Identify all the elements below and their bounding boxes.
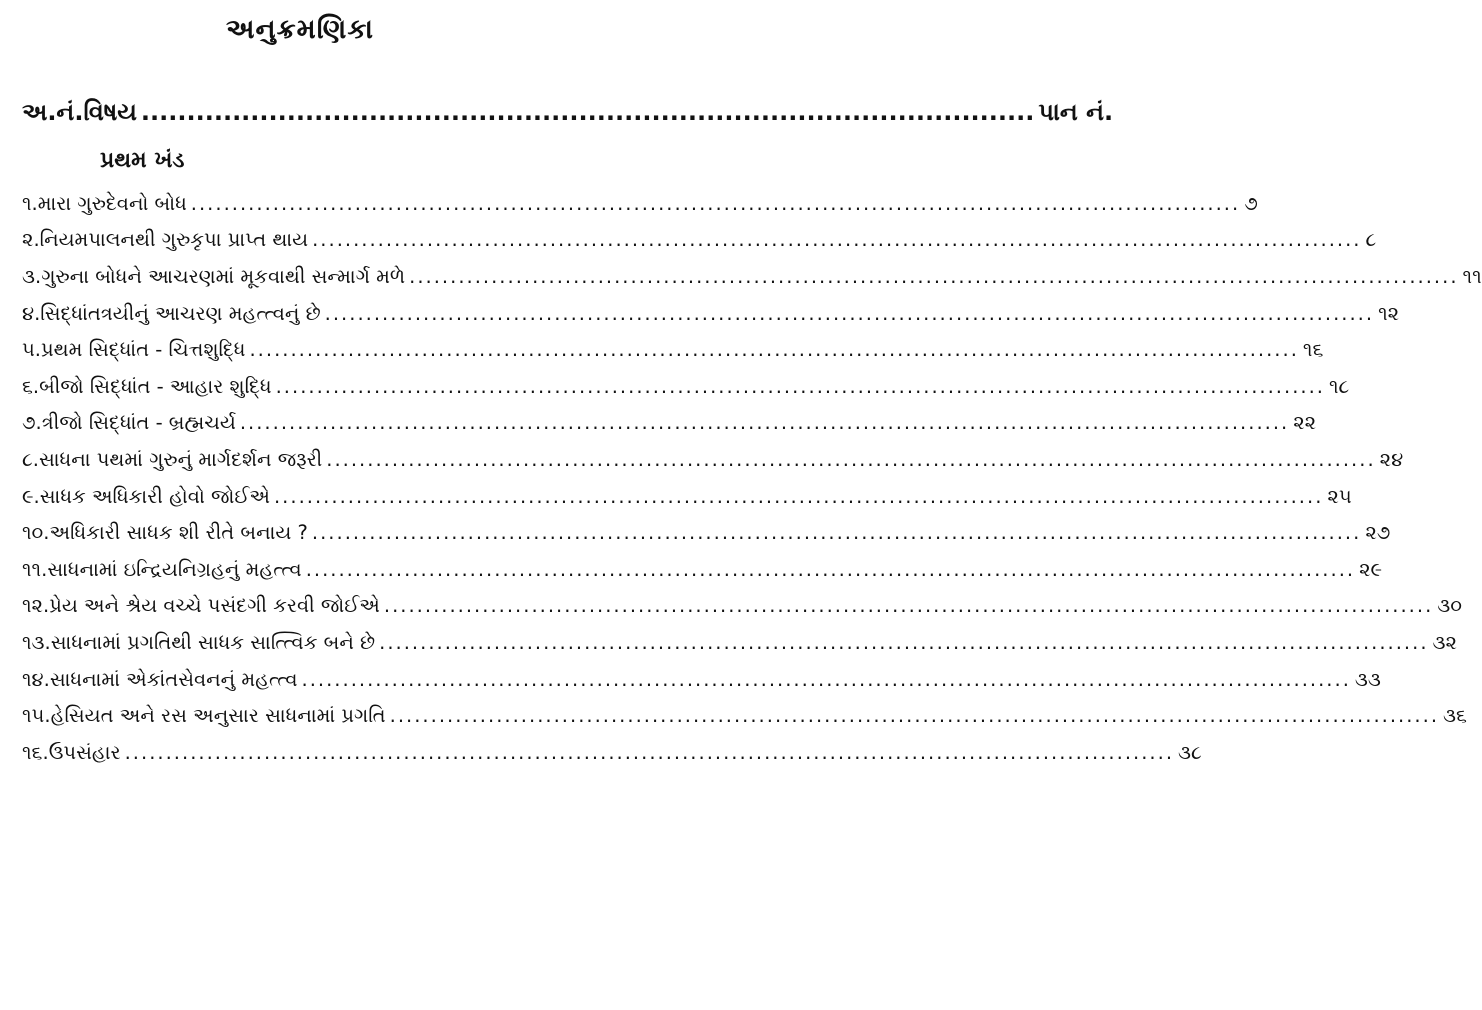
leader-dots: .................................................................................................. <box>140 98 1035 126</box>
number-column-label: અ.નં. <box>22 98 84 126</box>
toc-entry <box>22 734 1202 771</box>
entry-number: ૮. <box>22 447 39 471</box>
entry-page-number: ૩૨ <box>1432 630 1457 654</box>
entry-number: ૭. <box>22 411 42 435</box>
toc-entry <box>22 258 1482 295</box>
entry-number: ૧૨. <box>22 594 50 618</box>
leader-dots: ................................................................................................................................ <box>301 667 1351 691</box>
toc-entry <box>22 661 1381 698</box>
entry-number: ૩. <box>22 264 42 288</box>
leader-dots: ................................................................................................................................ <box>311 521 1362 545</box>
entry-number: ૧૫. <box>22 704 51 728</box>
toc-entry <box>22 185 1258 222</box>
entry-title: સાધના પથમાં ગુરુનું માર્ગદર્શન જરૂરી <box>38 447 323 471</box>
topic-column-label: વિષય <box>83 98 137 126</box>
entry-page-number: ૨૫ <box>1327 484 1352 508</box>
entry-page-number: ૧૮ <box>1329 374 1350 398</box>
entry-page-number: ૮ <box>1365 228 1377 252</box>
entry-page-number: ૨૨ <box>1293 411 1317 435</box>
leader-dots: ................................................................................................................................ <box>409 264 1459 288</box>
entry-title: સાધનામાં ઇન્દ્રિયનિગ્રહનું મહત્ત્વ <box>47 557 302 581</box>
entry-page-number: ૩૬ <box>1443 704 1467 728</box>
toc-entry <box>22 514 1391 551</box>
toc-entry-list <box>22 185 1482 771</box>
leader-dots: ................................................................................................................................ <box>312 228 1362 252</box>
entry-title: પ્રથમ સિદ્ધાંત - ચિત્તશુદ્ધિ <box>41 338 246 362</box>
toc-entry <box>22 331 1324 368</box>
entry-title: અધિકારી સાધક શી રીતે બનાય ? <box>49 521 308 545</box>
entry-number: ૧૬. <box>22 740 49 764</box>
entry-title: બીજો સિદ્ધાંત - આહાર શુદ્ધિ <box>39 374 272 398</box>
leader-dots: ................................................................................................................................ <box>379 630 1429 654</box>
entry-number: ૫. <box>22 338 42 362</box>
entry-title: સાધનામાં એકાંતસેવનનું મહત્ત્વ <box>49 667 298 691</box>
entry-title: સાધક અધિકારી હોવો જોઈએ <box>39 484 270 508</box>
leader-dots: ................................................................................................................................ <box>275 374 1325 398</box>
entry-page-number: ૭ <box>1244 191 1258 215</box>
toc-entry <box>22 551 1383 588</box>
entry-title: ત્રીજો સિદ્ધાંત - બ્રહ્મચર્ય <box>41 411 236 435</box>
entry-page-number: ૨૯ <box>1359 557 1383 581</box>
entry-title: ગુરુના બોધને આચરણમાં મૂકવાથી સન્માર્ગ મળે <box>41 264 406 288</box>
leader-dots: ................................................................................................................................ <box>383 594 1434 618</box>
toc-entry <box>22 697 1467 734</box>
entry-page-number: ૧૧ <box>1462 264 1482 288</box>
toc-entry <box>22 368 1350 405</box>
page-title: અનુક્રમણિકા <box>225 14 375 45</box>
leader-dots: ................................................................................................................................ <box>239 411 1290 435</box>
entry-number: ૧૩. <box>22 630 51 654</box>
entry-title: નિયમપાલનથી ગુરુકૃપા પ્રાપ્ત થાય <box>39 228 309 252</box>
entry-page-number: ૩૮ <box>1178 740 1202 764</box>
entry-page-number: ૧૬ <box>1302 338 1324 362</box>
entry-page-number: ૩૩ <box>1354 667 1381 691</box>
leader-dots: ................................................................................................................................ <box>190 191 1241 215</box>
entry-page-number: ૨૭ <box>1365 521 1391 545</box>
entry-number: ૧૦. <box>22 521 50 545</box>
toc-entry <box>22 478 1352 515</box>
entry-title: મારા ગુરુદેવનો બોધ <box>37 191 187 215</box>
leader-dots: ................................................................................................................................ <box>324 301 1375 325</box>
leader-dots: ................................................................................................................................ <box>326 447 1376 471</box>
entry-number: ૪. <box>22 301 41 325</box>
toc-entry <box>22 405 1317 442</box>
leader-dots: ................................................................................................................................ <box>273 484 1324 508</box>
toc-entry <box>22 624 1457 661</box>
entry-title: ઉપસંહાર <box>48 740 121 764</box>
entry-page-number: ૨૪ <box>1379 447 1404 471</box>
entry-number: ૬. <box>22 374 40 398</box>
toc-entry <box>22 588 1463 625</box>
entry-number: ૧. <box>22 191 38 215</box>
entry-number: ૯. <box>22 484 40 508</box>
entry-number: ૧૪. <box>22 667 50 691</box>
toc-entry <box>22 295 1400 332</box>
entry-page-number: ૩૦ <box>1437 594 1463 618</box>
entry-number: ૧૧. <box>22 557 48 581</box>
leader-dots: ................................................................................................................................ <box>305 557 1356 581</box>
entry-title: સાધનામાં પ્રગતિથી સાધક સાત્ત્વિક બને છે <box>50 630 376 654</box>
toc-entry <box>22 441 1404 478</box>
entry-page-number: ૧૨ <box>1378 301 1400 325</box>
page-column-label: પાન નં. <box>1038 98 1114 126</box>
entry-title: સિદ્ધાંતત્રયીનું આચરણ મહત્ત્વનું છે <box>40 301 321 325</box>
entry-title: પ્રેય અને શ્રેય વચ્ચે પસંદગી કરવી જોઈએ <box>49 594 380 618</box>
leader-dots: ................................................................................................................................ <box>249 338 1299 362</box>
toc-entry <box>22 222 1377 259</box>
toc-header-row <box>22 98 1114 134</box>
section-heading: પ્રથમ ખંડ <box>100 148 185 173</box>
leader-dots: ................................................................................................................................ <box>124 740 1175 764</box>
leader-dots: ................................................................................................................................ <box>389 704 1440 728</box>
entry-number: ૨. <box>22 228 40 252</box>
entry-title: હેસિયત અને રસ અનુસાર સાધનામાં પ્રગતિ <box>50 704 386 728</box>
